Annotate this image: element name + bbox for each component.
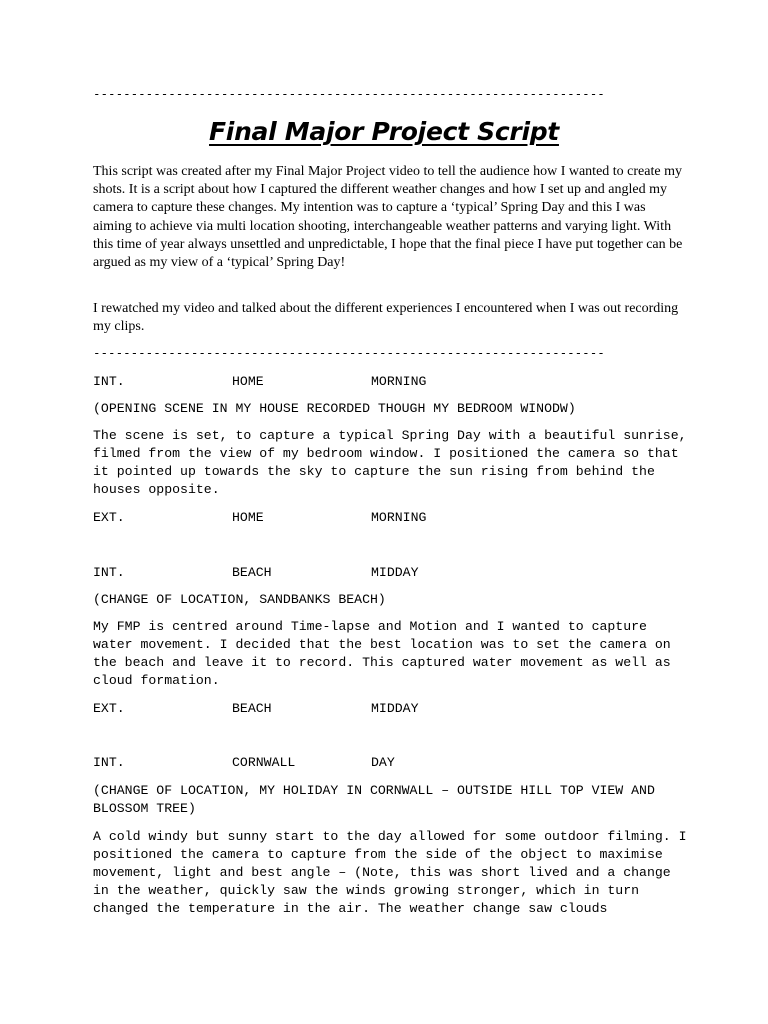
scene-location: BEACH [232,565,272,580]
scene-note-home: (OPENING SCENE IN MY HOUSE RECORDED THOUGH MY BEDROOM WINODW) [93,401,576,416]
scene-note-beach: (CHANGE OF LOCATION, SANDBANKS BEACH) [93,592,386,607]
scene-type: INT. [93,755,125,770]
scene-location: HOME [232,510,264,525]
scene-body-home: The scene is set, to capture a typical Spring Day with a beautiful sunrise, filmed from the view of my bedroom window. I positioned the camera so that it pointed up towards the sky to capture the sun rising from behind the houses opposite. [93,428,695,497]
scene-type: EXT. [93,701,125,716]
scene-type: EXT. [93,510,125,525]
top-divider: -------------------------------------------------------------------- [93,87,605,101]
intro-paragraph-2: I rewatched my video and talked about the different experiences I encountered when I was out recording my clips. [93,301,679,335]
scene-location: HOME [232,374,264,389]
section-divider: -------------------------------------------------------------------- [93,346,605,360]
scene-location: CORNWALL [232,755,296,770]
scene-type: INT. [93,374,125,389]
page-title: Final Major Project Script [209,117,559,146]
scene-type: INT. [93,565,125,580]
scene-note-cornwall: (CHANGE OF LOCATION, MY HOLIDAY IN CORNWALL – OUTSIDE HILL TOP VIEW AND BLOSSOM TREE) [93,783,663,816]
scene-time: MIDDAY [371,565,419,580]
scene-body-beach: My FMP is centred around Time-lapse and Motion and I wanted to capture water movement. I decided that the best location was to set the camera on the beach and leave it to record. This captured water movement as well as cloud formation. [93,619,679,688]
scene-location: BEACH [232,701,272,716]
scene-time: MIDDAY [371,701,419,716]
scene-body-cornwall: A cold windy but sunny start to the day allowed for some outdoor filming. I positioned the camera to capture from the side of the object to maximise movement, light and best angle – (Note, this was short lived and a change in the weather, quickly saw the winds growing stronger, which in turn changed the temperature in the air. The weather change saw clouds [93,829,695,916]
scene-time: MORNING [371,510,427,525]
scene-time: DAY [371,755,395,770]
scene-time: MORNING [371,374,427,389]
intro-paragraph-1: This script was created after my Final Major Project video to tell the audience how I wanted to create my shots. It is a script about how I captured the different weather changes and how I set up and angled my camera to capture these changes. My intention was to capture a ‘typical’ Spring Day and this I was aiming to achieve via multi location shooting, interchangeable weather patterns and varying light. With this time of year always unsettled and unpredictable, I hope that the final piece I have put together can be argued as my view of a ‘typical’ Spring Day! [93,164,683,271]
